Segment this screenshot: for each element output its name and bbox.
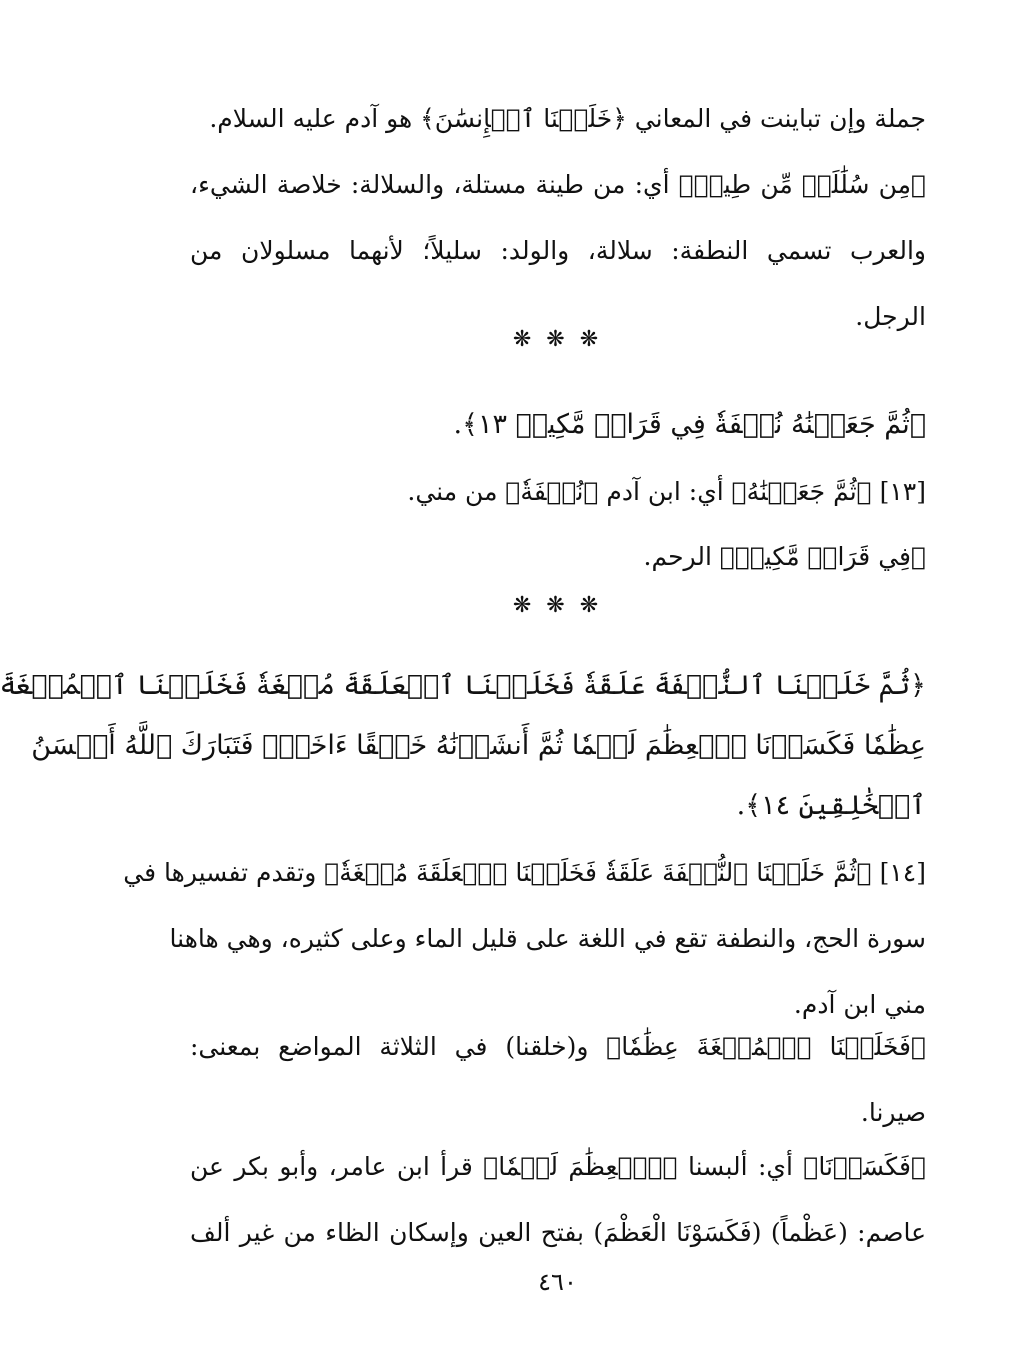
text-line: [١٤] ﴿ثُمَّ خَلَقۡنَا ٱلنُّطۡفَةَ عَلَقَةٗ فَخَلَقۡنَا ٱلۡعَلَقَةَ مُضۡغَةٗ﴾ وتقدم تفسيرها في [123, 858, 926, 887]
text-line: جملة وإن تباينت في المعاني ﴿خَلَقۡنَا ٱلۡإِنسَٰنَ﴾ هو آدم عليه السلام. [209, 104, 926, 133]
text-line: ﴿فَكَسَوۡنَا﴾ أي: ألبسنا ﴿ٱلۡعِظَٰمَ لَحۡمٗا﴾ قرأ ابن عامر، وأبو بكر عن [190, 1152, 926, 1181]
text-line: [١٣] ﴿ثُمَّ جَعَلۡنَٰهُ﴾ أي: ابن آدم ﴿نُطۡفَةٗ﴾ من مني. [407, 477, 926, 506]
text-line: ﴿مِن سُلَٰلَةٖ مِّن طِينٖ﴾ أي: من طينة مستلة، والسلالة: خلاصة الشيء، [190, 170, 926, 199]
text-line: عاصم: (عَظْماً) (فَكَسَوْنَا الْعَظْمَ) بفتح العين وإسكان الظاء من غير ألف [190, 1218, 926, 1247]
text-line: عِظَٰمٗا فَكَسَوۡنَا ٱلۡعِظَٰمَ لَحۡمٗا ثُمَّ أَنشَأۡنَٰهُ خَلۡقًا ءَاخَرَۚ فَتَبَارَكَ ٱللَّهُ أَحۡسَنُ [31, 730, 926, 761]
text-line: ﴿فَخَلَقۡنَا ٱلۡمُضۡغَةَ عِظَٰمٗا﴾ و(خلقنا) في الثلاثة المواضع بمعنى: [190, 1032, 926, 1061]
text-line: سورة الحج، والنطفة تقع في اللغة على قليل الماء وعلى كثيره، وهي هاهنا [169, 924, 926, 953]
paragraph-sulala [190, 152, 926, 350]
commentary-clothing [190, 1134, 926, 1266]
verse-14 [0, 656, 926, 836]
text-line: ٱلۡخَٰلِقِينَ ١٤﴾. [736, 790, 926, 821]
text-line: ﴿فِي قَرَارٖ مَّكِينٖ﴾ الرحم. [643, 542, 926, 571]
text-line: ﴿ثُمَّ جَعَلۡنَٰهُ نُطۡفَةٗ فِي قَرَارٖ مَّكِينٖ ١٣﴾. [453, 409, 926, 440]
commentary-13-womb [190, 524, 926, 590]
section-separator: ❋ ❋ ❋ [512, 593, 603, 618]
text-line: مني ابن آدم. [793, 990, 926, 1019]
text-line: ﴿ثُمَّ خَلَقۡنَا ٱلنُّطۡفَةَ عَلَقَةٗ فَخَلَقۡنَا ٱلۡعَلَقَةَ مُضۡغَةٗ فَخَلَقۡنَا ٱلۡمُضۡغَةَ [0, 670, 926, 701]
text-line: والعرب تسمي النطفة: سلالة، والولد: سليلاً؛ لأنهما مسلولان من [190, 236, 926, 265]
text-line: الرجل. [855, 302, 926, 331]
commentary-13 [190, 459, 926, 525]
commentary-bones [190, 1014, 926, 1146]
paragraph-adam [190, 86, 926, 152]
text-line: صيرنا. [860, 1098, 926, 1127]
section-separator: ❋ ❋ ❋ [512, 327, 603, 352]
page-number: ٤٦٠ [538, 1268, 577, 1296]
verse-13 [190, 392, 926, 458]
commentary-14 [123, 840, 926, 1038]
